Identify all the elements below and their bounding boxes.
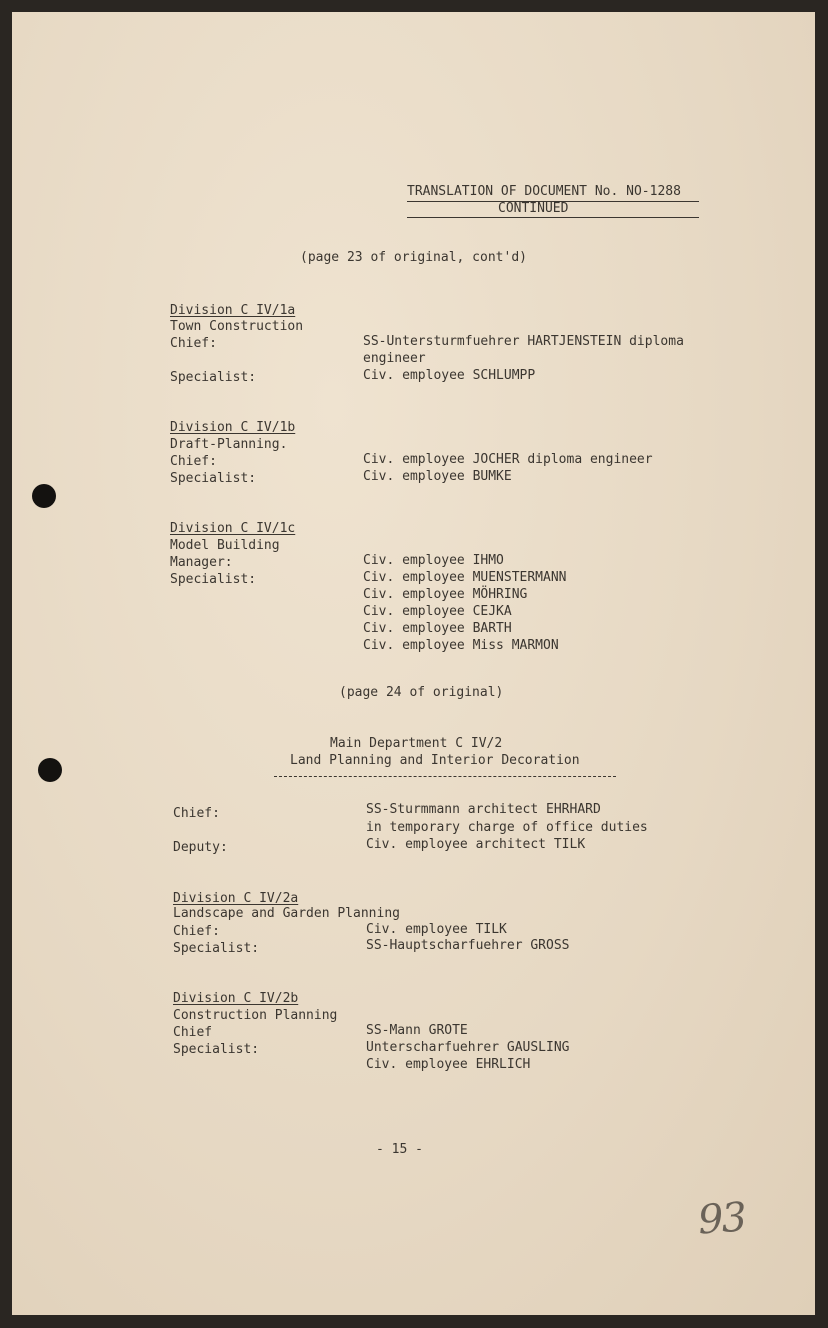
division-2a-subtitle: Landscape and Garden Planning [173,906,400,921]
staff-name: Civ. employee BUMKE [363,469,512,484]
role-label: Specialist: [170,572,257,587]
document-page [12,12,815,1315]
division-1a-title: Division C IV/1a [170,303,296,318]
main-department-subtitle: Land Planning and Interior Decoration [290,753,580,768]
staff-name: Civ. employee MUENSTERMANN [363,570,567,585]
role-label: Chief: [170,454,217,469]
header-rule-2 [407,217,699,218]
staff-name: Unterscharfuehrer GAUSLING [366,1040,570,1055]
header-continued: CONTINUED [498,201,569,216]
staff-name: in temporary charge of office duties [366,820,648,835]
staff-name: Civ. employee JOCHER diploma engineer [363,452,653,467]
staff-name: SS-Mann GROTE [366,1023,468,1038]
role-label: Chief: [170,336,217,351]
page-note-23: (page 23 of original, cont'd) [300,250,527,265]
staff-name: Civ. employee CEJKA [363,604,512,619]
punch-hole-top [32,484,56,508]
staff-name: Civ. employee MÖHRING [363,587,528,602]
staff-name: Civ. employee TILK [366,922,507,937]
role-label: Specialist: [170,471,257,486]
division-2b-title: Division C IV/2b [173,991,299,1006]
division-2b-subtitle: Construction Planning [173,1008,338,1023]
staff-name: SS-Hauptscharfuehrer GROSS [366,938,570,953]
staff-name: engineer [363,351,426,366]
division-1a-subtitle: Town Construction [170,319,304,334]
staff-name: SS-Sturmmann architect EHRHARD [366,802,601,817]
staff-name: Civ. employee EHRLICH [366,1057,531,1072]
page-note-24: (page 24 of original) [339,685,504,700]
role-label: Chief [173,1025,213,1040]
division-1c-subtitle: Model Building [170,538,280,553]
division-2a-title: Division C IV/2a [173,891,299,906]
staff-name: Civ. employee SCHLUMPP [363,368,536,383]
punch-hole-bottom [38,758,62,782]
role-label: Specialist: [173,1042,260,1057]
header-title: TRANSLATION OF DOCUMENT No. NO-1288 [407,184,681,199]
staff-name: Civ. employee BARTH [363,621,512,636]
role-label: Manager: [170,555,233,570]
role-label: Chief: [173,806,220,821]
division-1c-title: Division C IV/1c [170,521,296,536]
page-number: - 15 - [376,1142,423,1157]
division-1b-subtitle: Draft-Planning. [170,437,288,452]
staff-name: Civ. employee Miss MARMON [363,638,559,653]
division-1b-title: Division C IV/1b [170,420,296,435]
staff-name: Civ. employee architect TILK [366,837,586,852]
role-label: Deputy: [173,840,228,855]
role-label: Specialist: [173,941,260,956]
role-label: Specialist: [170,370,257,385]
main-department-title: Main Department C IV/2 [330,736,503,751]
role-label: Chief: [173,924,220,939]
main-department-rule [274,776,616,777]
staff-name: Civ. employee IHMO [363,553,504,568]
handwritten-page-number: 93 [696,1194,747,1244]
staff-name: SS-Untersturmfuehrer HARTJENSTEIN diploma [363,334,684,349]
